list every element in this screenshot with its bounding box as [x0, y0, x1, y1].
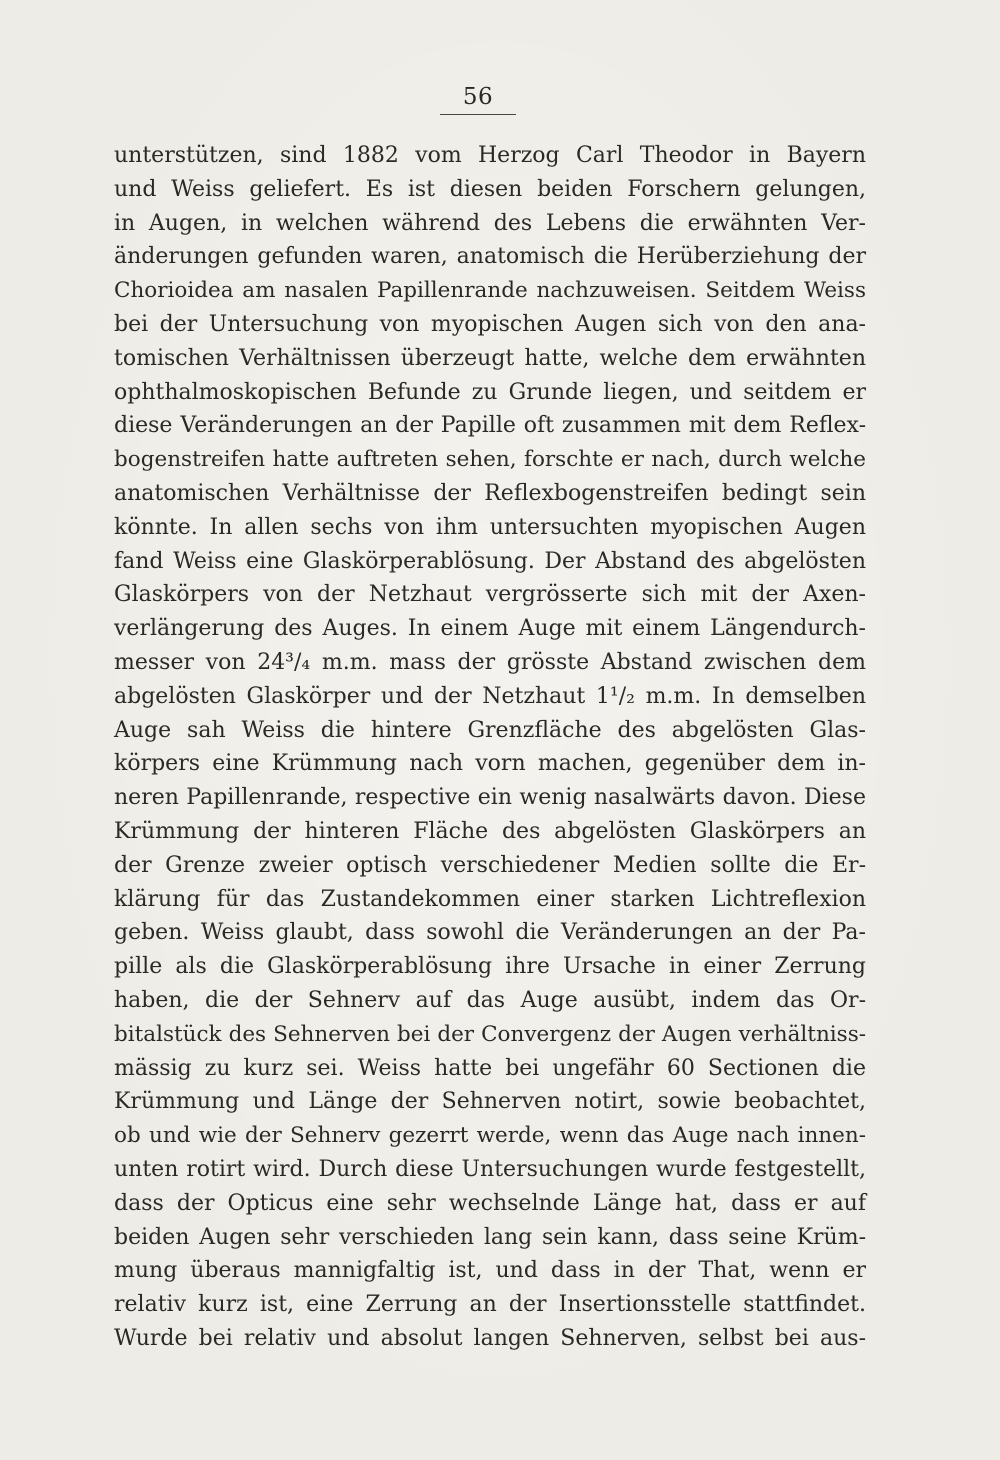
- text-line: haben, die der Sehnerv auf das Auge ausübt, indem das Or-: [114, 987, 866, 1013]
- text-line: mässig zu kurz sei. Weiss hatte bei ungefähr 60 Sectionen die: [114, 1055, 866, 1081]
- page-number-rule: [440, 114, 516, 115]
- text-line: beiden Augen sehr verschieden lang sein kann, dass seine Krüm-: [114, 1224, 866, 1250]
- text-line: Wurde bei relativ und absolut langen Sehnerven, selbst bei aus-: [114, 1325, 866, 1351]
- text-line: der Grenze zweier optisch verschiedener Medien sollte die Er-: [114, 852, 866, 878]
- body-text: [114, 139, 866, 1356]
- text-line: Chorioidea am nasalen Papillenrande nachzuweisen. Seitdem Weiss: [114, 278, 866, 304]
- text-line: anatomischen Verhältnisse der Reflexbogenstreifen bedingt sein: [114, 480, 866, 506]
- text-line: Glaskörpers von der Netzhaut vergrösserte sich mit der Axen-: [114, 582, 866, 608]
- text-line: relativ kurz ist, eine Zerrung an der Insertionsstelle stattfindet.: [114, 1292, 866, 1318]
- page-header: [440, 82, 516, 115]
- text-line: pille als die Glaskörperablösung ihre Ursache in einer Zerrung: [114, 954, 866, 980]
- text-line: geben. Weiss glaubt, dass sowohl die Veränderungen an der Pa-: [114, 920, 866, 946]
- text-line: mung überaus mannigfaltig ist, und dass in der That, wenn er: [114, 1258, 866, 1284]
- text-line: diese Veränderungen an der Papille oft zusammen mit dem Reflex-: [114, 413, 866, 439]
- text-line: körpers eine Krümmung nach vorn machen, gegenüber dem in-: [114, 751, 866, 777]
- text-line: Auge sah Weiss die hintere Grenzfläche des abgelösten Glas-: [114, 717, 866, 743]
- text-line: in Augen, in welchen während des Lebens die erwähnten Ver-: [114, 210, 866, 236]
- text-line: ob und wie der Sehnerv gezerrt werde, wenn das Auge nach innen-: [114, 1123, 866, 1149]
- text-line: dass der Opticus eine sehr wechselnde Länge hat, dass er auf: [114, 1190, 866, 1216]
- text-line: könnte. In allen sechs von ihm untersuchten myopischen Augen: [114, 514, 866, 540]
- text-line: unten rotirt wird. Durch diese Untersuchungen wurde festgestellt,: [114, 1156, 866, 1182]
- text-line: abgelösten Glaskörper und der Netzhaut 1¹/₂ m.m. In demselben: [114, 683, 866, 709]
- text-line: tomischen Verhältnissen überzeugt hatte, welche dem erwähnten: [114, 345, 866, 371]
- text-line: Krümmung und Länge der Sehnerven notirt, sowie beobachtet,: [114, 1089, 866, 1115]
- text-line: bogenstreifen hatte auftreten sehen, forschte er nach, durch welche: [114, 447, 866, 473]
- text-line: Krümmung der hinteren Fläche des abgelösten Glaskörpers an: [114, 818, 866, 844]
- text-line: neren Papillenrande, respective ein wenig nasalwärts davon. Diese: [114, 785, 866, 811]
- page-number: 56: [462, 84, 494, 110]
- text-line: verlängerung des Auges. In einem Auge mit einem Längendurch-: [114, 616, 866, 642]
- text-line: änderungen gefunden waren, anatomisch die Herüberziehung der: [114, 244, 866, 270]
- text-line: ophthalmoskopischen Befunde zu Grunde liegen, und seitdem er: [114, 379, 866, 405]
- text-line: unterstützen, sind 1882 vom Herzog Carl Theodor in Bayern: [114, 143, 866, 168]
- text-line: bitalstück des Sehnerven bei der Convergenz der Augen verhältniss-: [114, 1021, 866, 1047]
- text-line: fand Weiss eine Glaskörperablösung. Der Abstand des abgelösten: [114, 548, 866, 574]
- text-line: und Weiss geliefert. Es ist diesen beiden Forschern gelungen,: [114, 176, 866, 202]
- text-line: bei der Untersuchung von myopischen Augen sich von den ana-: [114, 311, 866, 337]
- text-line: klärung für das Zustandekommen einer starken Lichtreflexion: [114, 886, 866, 912]
- text-line: messer von 24³/₄ m.m. mass der grösste Abstand zwischen dem: [114, 649, 866, 675]
